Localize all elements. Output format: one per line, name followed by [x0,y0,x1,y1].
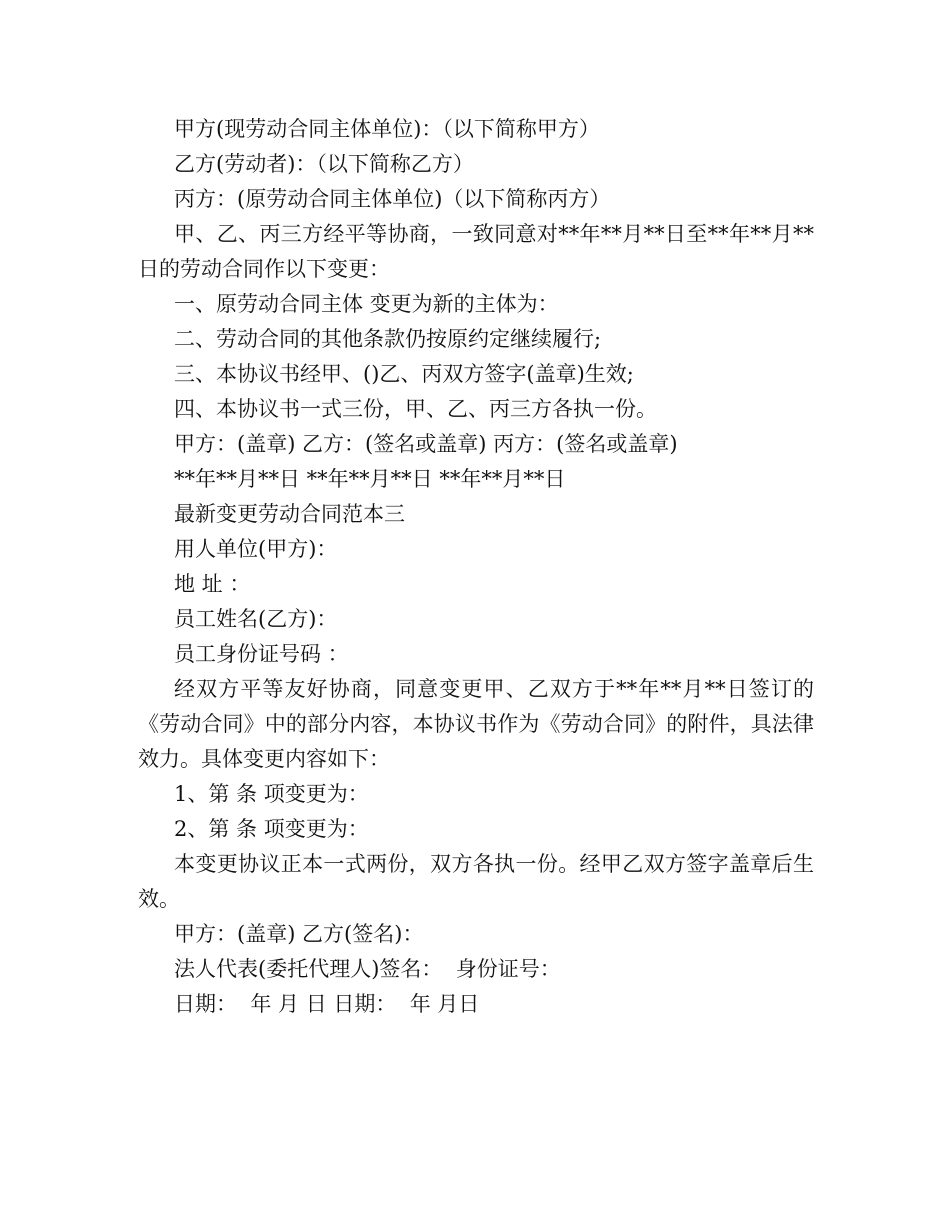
template-three-heading: 最新变更劳动合同范本三 [174,502,405,526]
employee-name-line: 员工姓名(乙方)： [174,607,338,631]
clause-4: 四、本协议书一式三份，甲、乙、丙三方各执一份。 [174,397,657,421]
agreement-intro: 甲、乙、丙三方经平等协商，一致同意对**年**月**日至**年**月**日的劳动合同作以下变更： [138,222,814,281]
closing-signature-line: 甲方：(盖章) 乙方(签名)： [174,922,424,946]
employee-id-line: 员工身份证号码 ： [174,642,349,666]
clause-2: 二、劳动合同的其他条款仍按原约定继续履行; [174,327,602,351]
clause-1: 一、原劳动合同主体 变更为新的主体为： [174,292,559,316]
party-a-line: 甲方(现劳动合同主体单位)：（以下简称甲方） [174,117,600,141]
clause-3: 三、本协议书经甲、()乙、丙双方签字(盖章)生效; [174,362,634,386]
signature-date-line: **年**月**日 **年**月**日 **年**月**日 [174,467,566,491]
document-body [138,112,814,1022]
copies-clause: 本变更协议正本一式两份，双方各执一份。经甲乙双方签字盖章后生效。 [138,852,814,911]
party-c-line: 丙方：(原劳动合同主体单位)（以下简称丙方） [174,187,611,211]
address-line: 地 址 ： [174,572,251,596]
change-intro: 经双方平等友好协商，同意变更甲、乙双方于**年**月**日签订的《劳动合同》中的部分内容，本协议书作为《劳动合同》的附件，具法律效力。具体变更内容如下： [138,677,814,771]
change-item-2: 2、第 条 项变更为： [174,817,369,841]
employer-line: 用人单位(甲方)： [174,537,338,561]
closing-date-line: 日期： 年 月 日 日期： 年 月日 [174,992,480,1016]
representative-line: 法人代表(委托代理人)签名： 身份证号： [174,957,561,981]
change-item-1: 1、第 条 项变更为： [174,782,369,806]
party-b-line: 乙方(劳动者)：（以下简称乙方） [174,152,474,176]
signature-line: 甲方：(盖章) 乙方：(签名或盖章) 丙方：(签名或盖章) [174,432,678,456]
